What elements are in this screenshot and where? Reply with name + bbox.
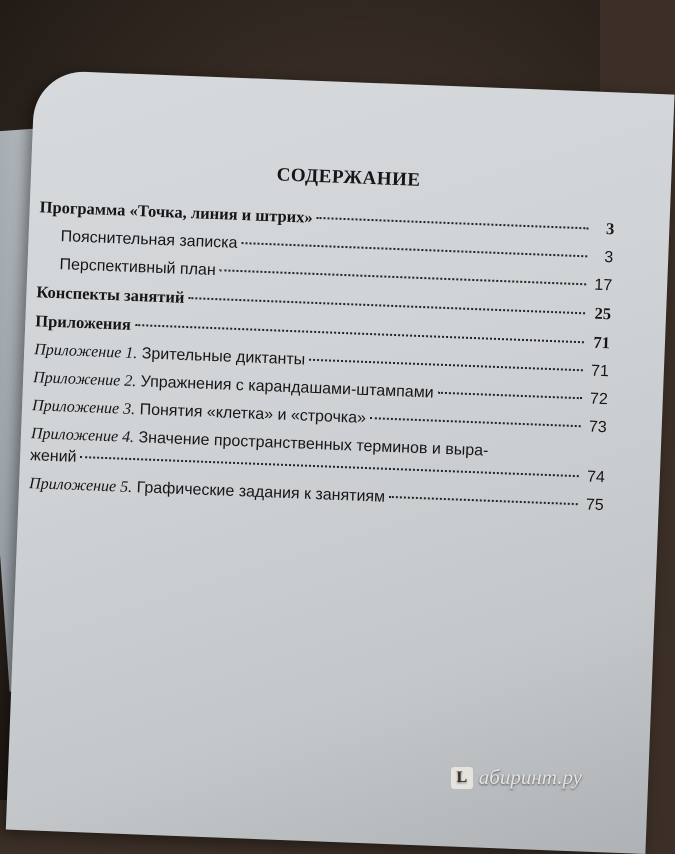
- appendix-prefix: Приложение 2.: [32, 369, 137, 391]
- appendix-label: Графические задания к занятиям: [136, 478, 386, 506]
- appendix-label: Значение пространственных терминов и выра-: [138, 429, 489, 461]
- toc-entry-label: Приложения: [35, 311, 132, 334]
- dot-leader: [309, 359, 583, 372]
- toc-entry-label: Программа «Точка, линия и штрих»: [39, 197, 314, 227]
- toc-entry-page: 71: [593, 332, 611, 353]
- dot-leader: [317, 217, 589, 229]
- book-page: [6, 70, 675, 854]
- toc-entry-page: 73: [588, 418, 608, 437]
- toc-entry-page: 17: [594, 276, 613, 295]
- labirint-watermark: [451, 765, 582, 790]
- toc-entry-label: Перспективный план: [59, 256, 217, 280]
- appendix-prefix: Приложение 5.: [28, 474, 133, 496]
- toc-entry-label: Пояснительная записка: [60, 227, 238, 252]
- appendix-label: Упражнения с карандашами-штампами: [140, 373, 434, 402]
- dot-leader: [188, 297, 585, 314]
- toc-entry-page: 75: [585, 496, 605, 514]
- appendix-prefix: Приложение 4.: [30, 425, 135, 447]
- appendix-prefix: Приложение 3.: [31, 397, 136, 419]
- toc-title: СОДЕРЖАНИЕ: [276, 164, 421, 191]
- labirint-logo-icon: L: [451, 767, 473, 789]
- dot-leader: [389, 496, 578, 505]
- table-of-contents: [28, 155, 616, 524]
- toc-entry-page: 74: [586, 468, 606, 486]
- watermark-text: абиринт.ру: [478, 765, 582, 789]
- appendix-label: Понятия «клетка» и «строчка»: [139, 401, 367, 428]
- toc-entry-page: 3: [605, 219, 615, 239]
- dot-leader: [438, 392, 582, 400]
- toc-entry-page: 25: [594, 303, 612, 324]
- appendix-prefix: Приложение 1.: [33, 340, 138, 362]
- toc-entry-page: 3: [603, 248, 614, 267]
- appendix-label: Зрительные диктанты: [141, 345, 306, 369]
- appendix-label-continuation: жений: [29, 446, 77, 466]
- toc-entry-label: Конспекты занятий: [36, 282, 185, 308]
- dot-leader: [241, 242, 587, 257]
- toc-entry-page: 71: [590, 362, 610, 381]
- toc-entry-page: 72: [589, 390, 609, 409]
- dot-leader: [370, 417, 581, 427]
- dot-leader: [220, 269, 587, 285]
- dot-leader: [135, 324, 584, 343]
